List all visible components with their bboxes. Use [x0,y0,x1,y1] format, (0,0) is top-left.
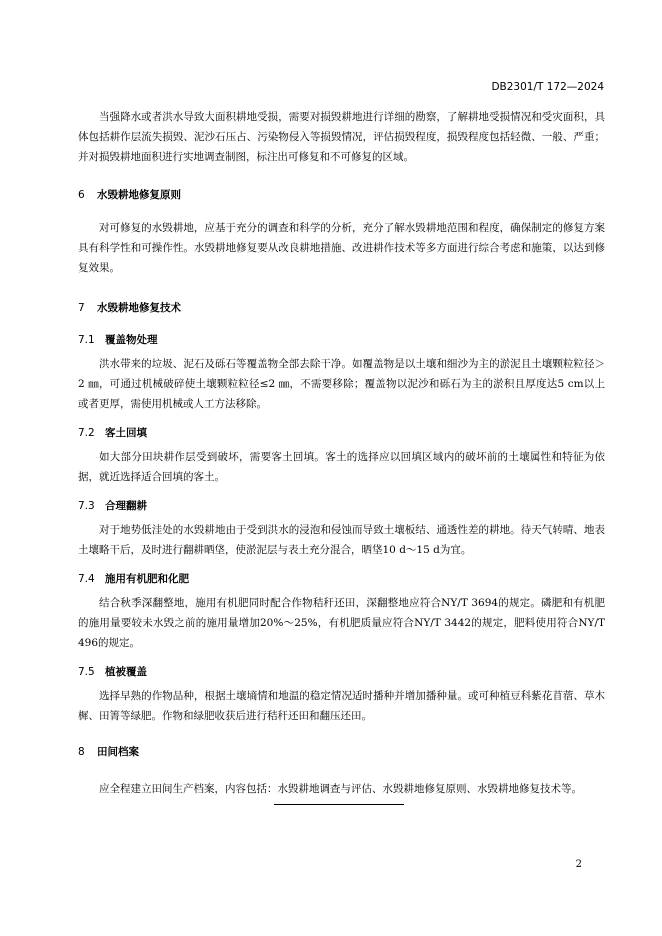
section-7-3-heading [78,499,605,513]
section-8-title: 田间档案 [97,746,139,758]
section-7-4-number: 7.4 [78,573,95,585]
section-6-number: 6 [78,189,85,201]
section-7-2-paragraph: 如大部分田块耕作层受到破坏，需要客土回填。客土的选择应以回填区域内的破坏前的土壤属性和特征为依据，就近选择适合回填的客土。 [78,451,605,483]
section-7-number: 7 [78,302,85,314]
section-7-5-title: 植被覆盖 [105,666,147,678]
section-6-heading [78,188,605,202]
section-7-3-title: 合理翻耕 [105,500,147,512]
section-8-number: 8 [78,746,85,758]
section-7-heading [78,301,605,315]
page-content [78,107,605,799]
section-7-1-heading [78,333,605,347]
section-7-1-number: 7.1 [78,334,95,346]
section-6-title: 水毁耕地修复原则 [97,189,181,201]
section-7-4-paragraph: 结合秋季深翻整地，施用有机肥同时配合作物秸秆还田，深翻整地应符合NY/T 3694的规定。磷肥和有机肥的施用量要较未水毁之前的施用量增加20%～25%，有机肥质量应符合NY/T 3442的规定，肥料使用符合NY/T 496的规定。 [78,597,605,649]
section-8-heading [78,745,605,759]
section-7-title: 水毁耕地修复技术 [97,302,181,314]
section-7-2-heading [78,426,605,440]
section-7-1-paragraph: 洪水带来的垃圾、泥石及砾石等覆盖物全部去除干净。如覆盖物是以土壤和细沙为主的淤泥且土壤颗粒粒径＞2 ㎜，可通过机械破碎使土壤颗粒粒径≤2 ㎜，不需要移除；覆盖物以泥沙和砾石为主的淤积且厚度达5 cm以上或者更厚，需使用机械或人工方法移除。 [78,358,605,410]
intro-paragraph: 当强降水或者洪水导致大面积耕地受损，需要对损毁耕地进行详细的勘察，了解耕地受损情况和受灾面积，具体包括耕作层流失损毁、泥沙石压占、污染物侵入等损毁情况，评估损毁程度，损毁程度包括轻微、一般、严重；并对损毁耕地面积进行实地调查制图，标注出可修复和不可修复的区域。 [78,111,605,163]
page-number: 2 [575,859,582,870]
section-7-5-number: 7.5 [78,666,95,678]
section-7-4-heading [78,572,605,586]
document-code: DB2301/T 172—2024 [491,81,604,93]
section-6-paragraph: 对可修复的水毁耕地，应基于充分的调查和科学的分析，充分了解水毁耕地范围和程度，确保制定的修复方案具有科学性和可操作性。水毁耕地修复要从改良耕地措施、改进耕作技术等多方面进行综合考虑和施策，以达到修复效果。 [78,222,605,274]
section-8-paragraph: 应全程建立田间生产档案，内容包括：水毁耕地调查与评估、水毁耕地修复原则、水毁耕地修复技术等。 [99,783,582,795]
section-7-2-title: 客土回填 [105,427,147,439]
section-7-4-title: 施用有机肥和化肥 [105,573,189,585]
section-7-1-title: 覆盖物处理 [105,334,158,346]
section-7-2-number: 7.2 [78,427,95,439]
section-7-5-heading [78,665,605,679]
section-7-3-paragraph: 对于地势低洼处的水毁耕地由于受到洪水的浸泡和侵蚀而导致土壤板结、通透性差的耕地。待天气转晴、地表土壤略干后，及时进行翻耕晒垡，使淤泥层与表土充分混合，晒垡10 d～15 d为宜。 [78,524,605,556]
end-of-document-rule [274,804,404,805]
section-7-5-paragraph: 选择早熟的作物品种，根据土壤墒情和地温的稳定情况适时播种并增加播种量。或可种植豆科紫花苜蓿、草木樨、田箐等绿肥。作物和绿肥收获后进行秸秆还田和翻压还田。 [78,690,605,722]
section-7-3-number: 7.3 [78,500,95,512]
